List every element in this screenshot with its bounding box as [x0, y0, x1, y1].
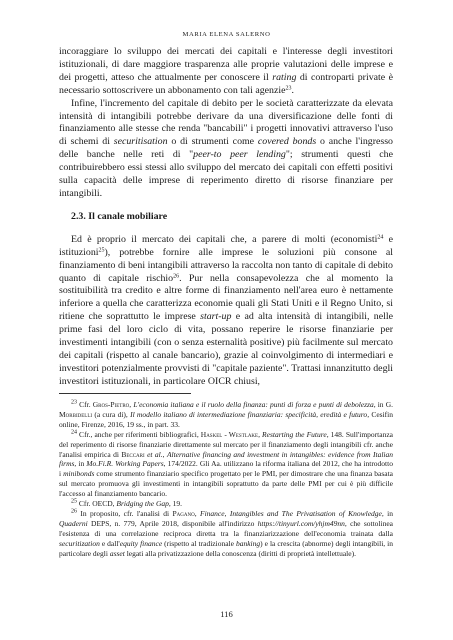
paragraph-1: incoraggiare lo sviluppo dei mercati dei capitali e l'interesse degli investitori istituzionali, di dare maggiore trasparenza alle proprie valutazioni delle imprese e dei progetti, atteso che attualmente per conoscere il rating di controparti private è necessario sottoscrivere un abbonamento con tali agenzie$^{23}$.	[59, 46, 393, 96]
footnotes	[59, 400, 393, 559]
footnote-link[interactable]: https://tinyurl.com/yhjm49nn	[257, 518, 345, 528]
main-text	[59, 46, 393, 389]
paragraph-2: Infine, l'incremento del capitale di debito per le società caratterizzate da elevata intensità di intangibili potrebbe derivare da una diversificazione delle fonti di finanziamento alle stesse che renda "bancabili" i progetti innovativi attraverso l'uso di schemi di securitisation o di strumenti come covered bonds o anche l'ingresso delle banche nelle reti di "peer-to peer lending"; strumenti questi che contribuirebbero essi stessi allo sviluppo del mercato dei capitali con effetti positivi sulla capacità delle imprese di reperimento diretto di risorse finanziare per intangibili.	[59, 97, 393, 199]
footnote-separator	[59, 393, 191, 394]
section-heading: 2.3. Il canale mobiliare	[71, 210, 168, 222]
footnote-ref-25: 25	[98, 247, 105, 254]
paragraph-3: Ed è proprio il mercato dei capitali che, a parere di molti (economisti$^{24}$ e istituzioni$^{25}$), potrebbe fornire alle imprese le soluzioni più consone al finanziamento di beni intangibili attraverso la raccolta non tanto di capitale di debito quanto di capitale rischio$^{26}$. Pur nella consapevolezza che al momento la sostituibilità tra credito e altre forme di finanziamento nell'area euro è nettamente inferiore a quella che caratterizza economie quali gli Stati Uniti e il Regno Unito, si ritiene che soprattutto le imprese start-up e ad alta intensità di intangibili, nelle prime fasi del loro ciclo di vita, possano reperire le risorse finanziarie per investimenti intangibili (con o senza esternalità positive) più facilmente sul mercato dei capitali (rispetto al canale bancario), grazie al coinvolgimento di intermediari e investitori potenzialmente provvisti di "capitale paziente". Trattasi innanzitutto degli investitori istituzionali, in particolare OICR chiusi,	[59, 233, 394, 387]
footnote-ref-24: 24	[377, 234, 384, 241]
footnote-ref-23: 23	[285, 85, 292, 92]
footnote-24: $^{24}$ Cfr., anche per riferimenti bibliografici, Haskel - Westlake, Restarting the Future, 148. Sull'importanza del reperimento di risorse finanziarie direttamente sul mercato per il finanziamento degli intangibili cfr. anche l'analisi empirica di Beccari et al., Alternative financing and investment in intangibles: evidence from Italian firms, in Mo.Fi.R. Working Papers, 174/2022. Gli Aa. utilizzano la riforma italiana del 2012, che ha introdotto i minibonds come strumento finanziario specifico progettato per le PMI, per dimostrare che una finanza basata sul mercato promuova gli investimenti in intangibili soprattutto da parte delle PMI per cui è più difficile l'accesso al finanziamento bancario.	[59, 429, 394, 499]
footnote-ref-26: 26	[173, 273, 180, 279]
footnote-25: $^{25}$ Cfr. OECD, Bridging the Gap, 19.	[71, 498, 182, 509]
running-head: MARIA ELENA SALERNO	[182, 31, 271, 38]
page-number: 116	[220, 609, 233, 619]
footnote-23: $^{23}$ Cfr. Gros-Pietro, L'economia italiana e il ruolo della finanza: punti di forza e punti di debolezza, in G. Morbidelli (a cura di), Il modello italiano di intermediazione finanziaria: specificità, eredità e futuro, Cesifin online, Firenze, 2016, 19 ss., in part. 33.	[59, 399, 394, 429]
footnote-26: $^{26}$ In proposito, cfr. l'analisi di Pagano, Finance, Intangibles and The Privatisation of Knowledge, in Quaderni DEPS, n. 779, Aprile 2018, disponibile all'indirizzo https://tinyurl.com/yhjm49nn, che sottolinea l'esistenza di una correlazione reciproca diretta tra la finanziarizzazione dell'economia trainata dalla securitization e dall'equity finance (rispetto al tradizionale banking) e la crescita (abnorme) degli intangibili, in particolare degli asset legati alla privatizzazione della conoscenza (diritti di proprietà intellettuale).	[59, 508, 393, 558]
